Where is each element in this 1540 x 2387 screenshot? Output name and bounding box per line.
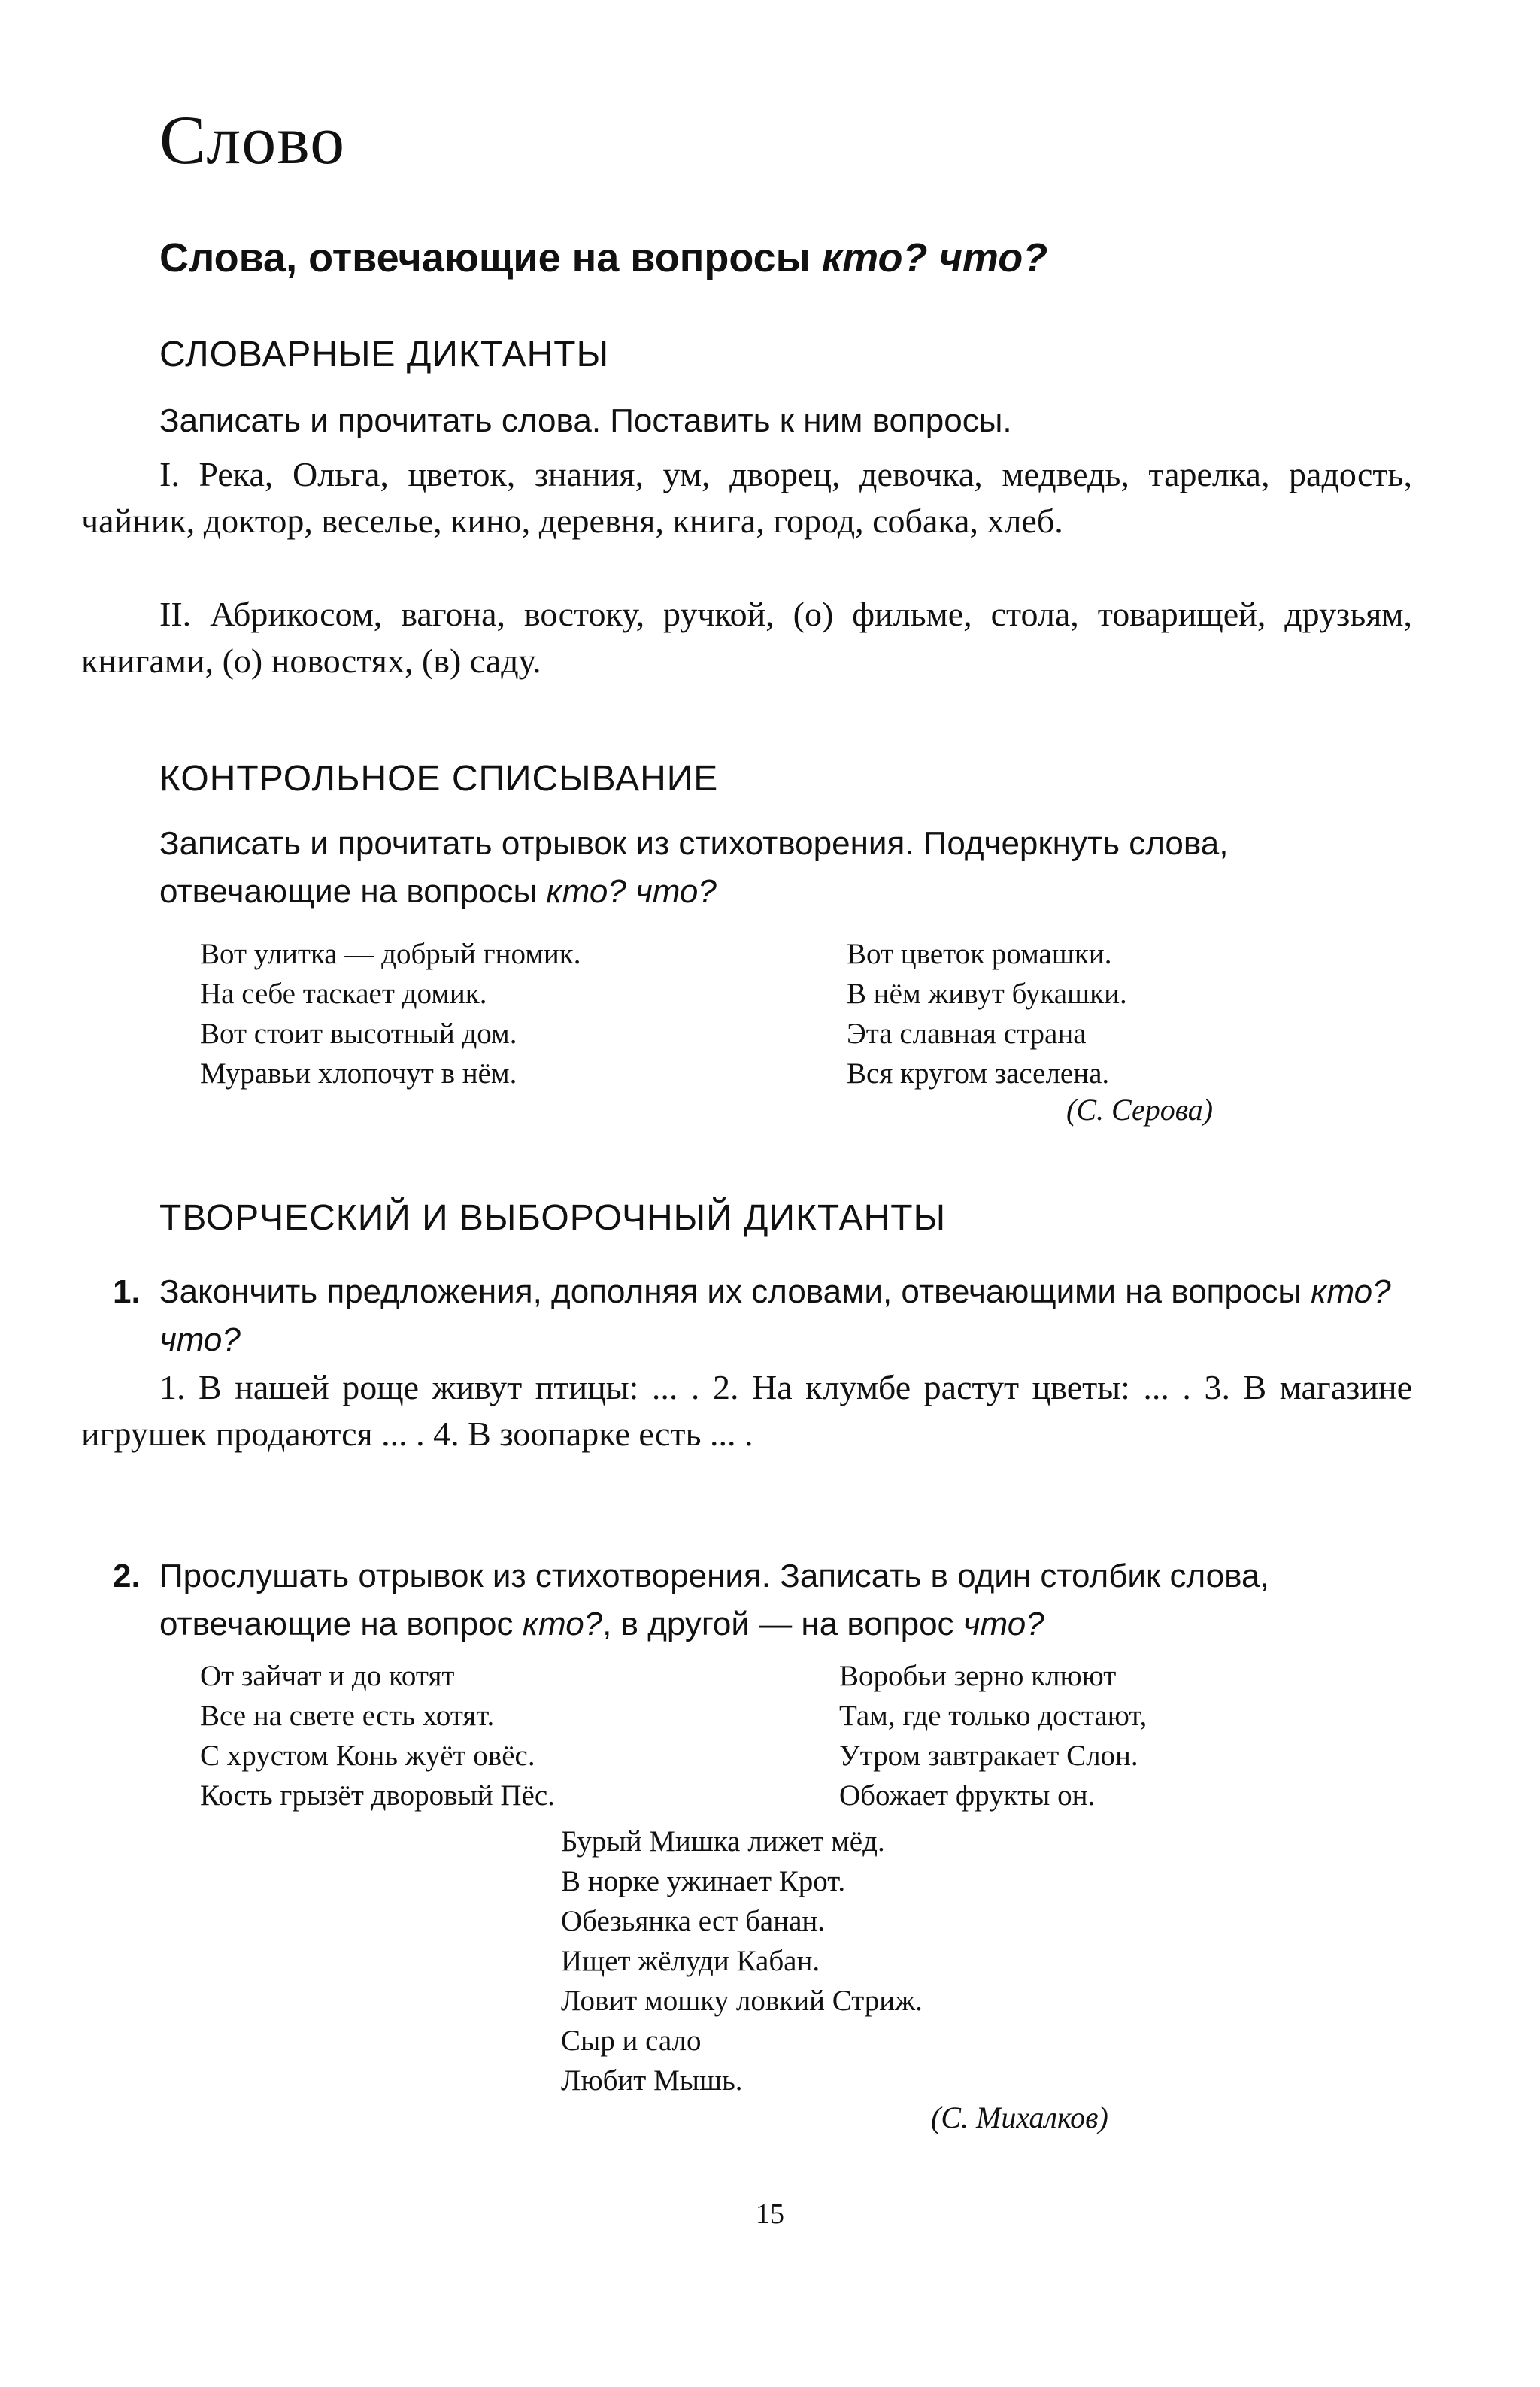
- section2-instruction: [159, 820, 1408, 916]
- paragraph-2-text: II. Абрикосом, вагона, востоку, ручкой, (о) фильме, стола, товарищей, друзьям, книгами, (о) новостях, (в) саду.: [81, 595, 1412, 680]
- task-1-sentences-text: 1. В нашей роще живут птицы: ... . 2. На клумбе растут цветы: ... . 3. В магазине игрушек продаются ... . 4. В зоопарке есть ... .: [81, 1368, 1412, 1453]
- task-2-text: [113, 1552, 1414, 1648]
- task-1-text: [113, 1268, 1414, 1364]
- task-2-text-b: , в другой — на вопрос: [602, 1606, 963, 1642]
- poem-line: Утром завтракает Слон.: [839, 1739, 1138, 1772]
- page-title: Слово: [159, 102, 346, 178]
- task-2-question-what: что?: [962, 1606, 1044, 1642]
- poem-line: Вот цветок ромашки.: [847, 938, 1112, 970]
- poem-line: Обожает фрукты он.: [839, 1779, 1096, 1812]
- poem-mikhalkov-left: [200, 1656, 555, 1815]
- task-2-question-who: кто?: [522, 1606, 603, 1642]
- task-1-text-main: Закончить предложения, дополняя их словами, отвечающими на вопросы: [159, 1273, 1311, 1310]
- poem-line: Бурый Мишка лижет мёд.: [561, 1825, 885, 1858]
- poem-line: Эта славная страна: [847, 1018, 1087, 1050]
- poem-line: В норке ужинает Крот.: [561, 1865, 846, 1897]
- poem-line: Любит Мышь.: [561, 2064, 743, 2097]
- section-heading-control-copying: КОНТРОЛЬНОЕ СПИСЫВАНИЕ: [159, 759, 719, 799]
- poem-line: На себе таскает домик.: [200, 978, 487, 1010]
- task-2-number: 2.: [113, 1557, 141, 1594]
- task-1-sentences: [81, 1364, 1412, 1457]
- section1-instruction: Записать и прочитать слова. Поставить к ним вопросы.: [159, 402, 1012, 439]
- subtitle-questions: кто? что?: [821, 235, 1048, 281]
- poem-line: Обезьянка ест банан.: [561, 1905, 826, 1937]
- poem-line: Ищет жёлуди Кабан.: [561, 1945, 820, 1977]
- poem-mikhalkov-center: [561, 1821, 923, 2100]
- page-subtitle: [159, 235, 1048, 281]
- poem-line: Ловит мошку ловкий Стриж.: [561, 1985, 923, 2017]
- poem-snail-right: [847, 934, 1127, 1093]
- poem-line: От зайчат и до котят: [200, 1660, 455, 1692]
- section2-instruction-questions: кто? что?: [546, 873, 717, 910]
- poem-line: Вся кругом заселена.: [847, 1057, 1110, 1090]
- poem-line: Там, где только достают,: [839, 1700, 1147, 1732]
- page-number: 15: [756, 2198, 784, 2230]
- section-heading-creative-dictation: ТВОРЧЕСКИЙ И ВЫБОРОЧНЫЙ ДИКТАНТЫ: [159, 1198, 947, 1238]
- task-2-text-a: Прослушать отрывок из стихотворения. Записать в один столбик слова, отвечающие на вопрос: [159, 1557, 1269, 1642]
- poem-line: Муравьи хлопочут в нём.: [200, 1057, 517, 1090]
- poem-line: Вот улитка — добрый гномик.: [200, 938, 581, 970]
- task-2-instruction: [113, 1552, 1414, 1648]
- section-heading-vocabulary-dictation: СЛОВАРНЫЕ ДИКТАНТЫ: [159, 335, 610, 375]
- poem-snail-left: [200, 934, 581, 1093]
- task-1-questions: кто? что?: [159, 1273, 1391, 1358]
- section2-instruction-text: Записать и прочитать отрывок из стихотворения. Подчеркнуть слова, отвечающие на вопросы: [159, 825, 1229, 910]
- poem-line: Сыр и сало: [561, 2025, 702, 2057]
- attribution-serova: (С. Серова): [1066, 1093, 1214, 1127]
- poem-line: Кость грызёт дворовый Пёс.: [200, 1779, 555, 1812]
- paragraph-1-text: I. Река, Ольга, цветок, знания, ум, дворец, девочка, медведь, тарелка, радость, чайник, доктор, веселье, кино, деревня, книга, город, собака, хлеб.: [81, 455, 1412, 540]
- section1-paragraph-2: [81, 591, 1412, 684]
- poem-mikhalkov-right: [839, 1656, 1147, 1815]
- task-1-instruction: [113, 1268, 1414, 1364]
- task-1-number: 1.: [113, 1273, 141, 1310]
- poem-line: Вот стоит высотный дом.: [200, 1018, 517, 1050]
- section1-paragraph-1: [81, 451, 1412, 544]
- poem-line: В нём живут букашки.: [847, 978, 1127, 1010]
- attribution-mikhalkov: (С. Михалков): [931, 2100, 1108, 2134]
- poem-line: Все на свете есть хотят.: [200, 1700, 495, 1732]
- subtitle-main: Слова, отвечающие на вопросы: [159, 235, 822, 281]
- poem-line: С хрустом Конь жуёт овёс.: [200, 1739, 535, 1772]
- poem-line: Воробьи зерно клюют: [839, 1660, 1117, 1692]
